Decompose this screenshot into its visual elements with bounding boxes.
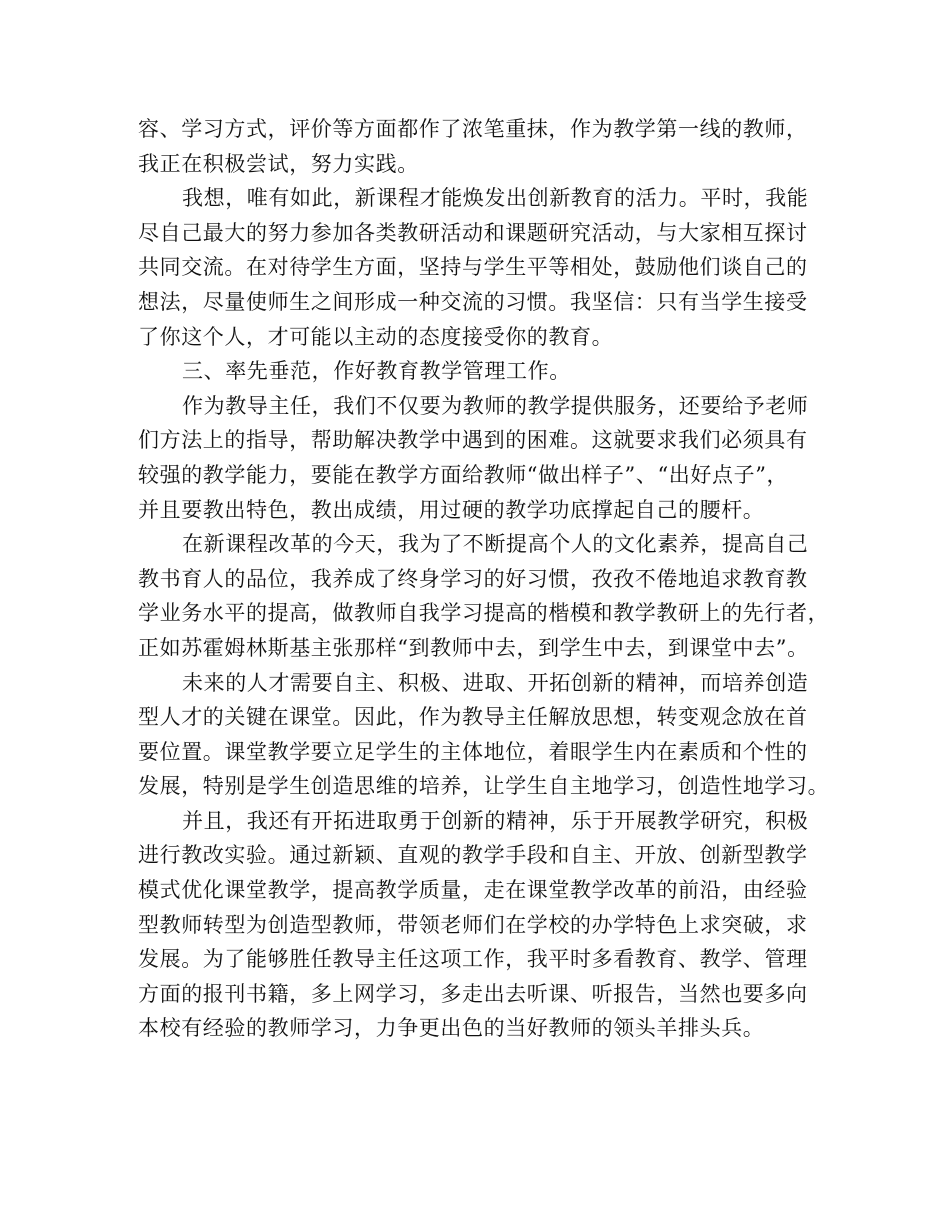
text-line: 并且要教出特色，教出成绩，用过硬的教学功底撑起自己的腰杆。 bbox=[138, 497, 765, 522]
section-heading: 三、率先垂范，作好教育教学管理工作。 bbox=[182, 359, 571, 384]
paragraph-start-line: 并且，我还有开拓进取勇于创新的精神，乐于开展教学研究，积极 bbox=[182, 808, 809, 833]
text-line: 共同交流。在对待学生方面，坚持与学生平等相处，鼓励他们谈自己的 bbox=[138, 255, 808, 280]
paragraph-start-line: 我想，唯有如此，新课程才能焕发出创新教育的活力。平时，我能 bbox=[182, 186, 809, 211]
text-line: 正如苏霍姆林斯基主张那样“到教师中去，到学生中去，到课堂中去”。 bbox=[138, 635, 809, 660]
text-line: 教书育人的品位，我养成了终身学习的好习惯，孜孜不倦地追求教育教 bbox=[138, 566, 808, 591]
text-line: 型教师转型为创造型教师，带领老师们在学校的办学特色上求突破，求 bbox=[138, 912, 808, 937]
text-line: 较强的教学能力，要能在教学方面给教师“做出样子”、“出好点子”， bbox=[138, 462, 789, 487]
text-line: 模式优化课堂教学，提高教学质量，走在课堂教学改革的前沿，由经验 bbox=[138, 878, 808, 903]
text-line: 型人才的关键在课堂。因此，作为教导主任解放思想，转变观念放在首 bbox=[138, 705, 808, 730]
text-line: 学业务水平的提高，做教师自我学习提高的楷模和教学教研上的先行者， bbox=[138, 601, 830, 626]
text-line: 发展，特别是学生创造思维的培养，让学生自主地学习，创造性地学习。 bbox=[138, 774, 830, 799]
text-line: 方面的报刊书籍，多上网学习，多走出去听课、听报告，当然也要多向 bbox=[138, 981, 808, 1006]
document-body bbox=[138, 112, 828, 1046]
text-line: 本校有经验的教师学习，力争更出色的当好教师的领头羊排头兵。 bbox=[138, 1016, 765, 1041]
text-line: 尽自己最大的努力参加各类教研活动和课题研究活动，与大家相互探讨 bbox=[138, 220, 808, 245]
text-line: 发展。为了能够胜任教导主任这项工作，我平时多看教育、教学、管理 bbox=[138, 947, 808, 972]
paragraph-start-line: 未来的人才需要自主、积极、进取、开拓创新的精神，而培养创造 bbox=[182, 670, 809, 695]
text-line: 想法，尽量使师生之间形成一种交流的习惯。我坚信：只有当学生接受 bbox=[138, 289, 808, 314]
text-line: 要位置。课堂教学要立足学生的主体地位，着眼学生内在素质和个性的 bbox=[138, 739, 808, 764]
text-line: 进行教改实验。通过新颖、直观的教学手段和自主、开放、创新型教学 bbox=[138, 843, 808, 868]
paragraph-start-line: 在新课程改革的今天，我为了不断提高个人的文化素养，提高自己 bbox=[182, 532, 809, 557]
text-line: 了你这个人，才可能以主动的态度接受你的教育。 bbox=[138, 324, 614, 349]
text-line: 容、学习方式，评价等方面都作了浓笔重抹，作为教学第一线的教师， bbox=[138, 117, 808, 141]
text-line: 我正在积极尝试，努力实践。 bbox=[138, 151, 419, 176]
text-line: 们方法上的指导，帮助解决教学中遇到的困难。这就要求我们必须具有 bbox=[138, 428, 808, 453]
paragraph-start-line: 作为教导主任，我们不仅要为教师的教学提供服务，还要给予老师 bbox=[182, 393, 809, 418]
